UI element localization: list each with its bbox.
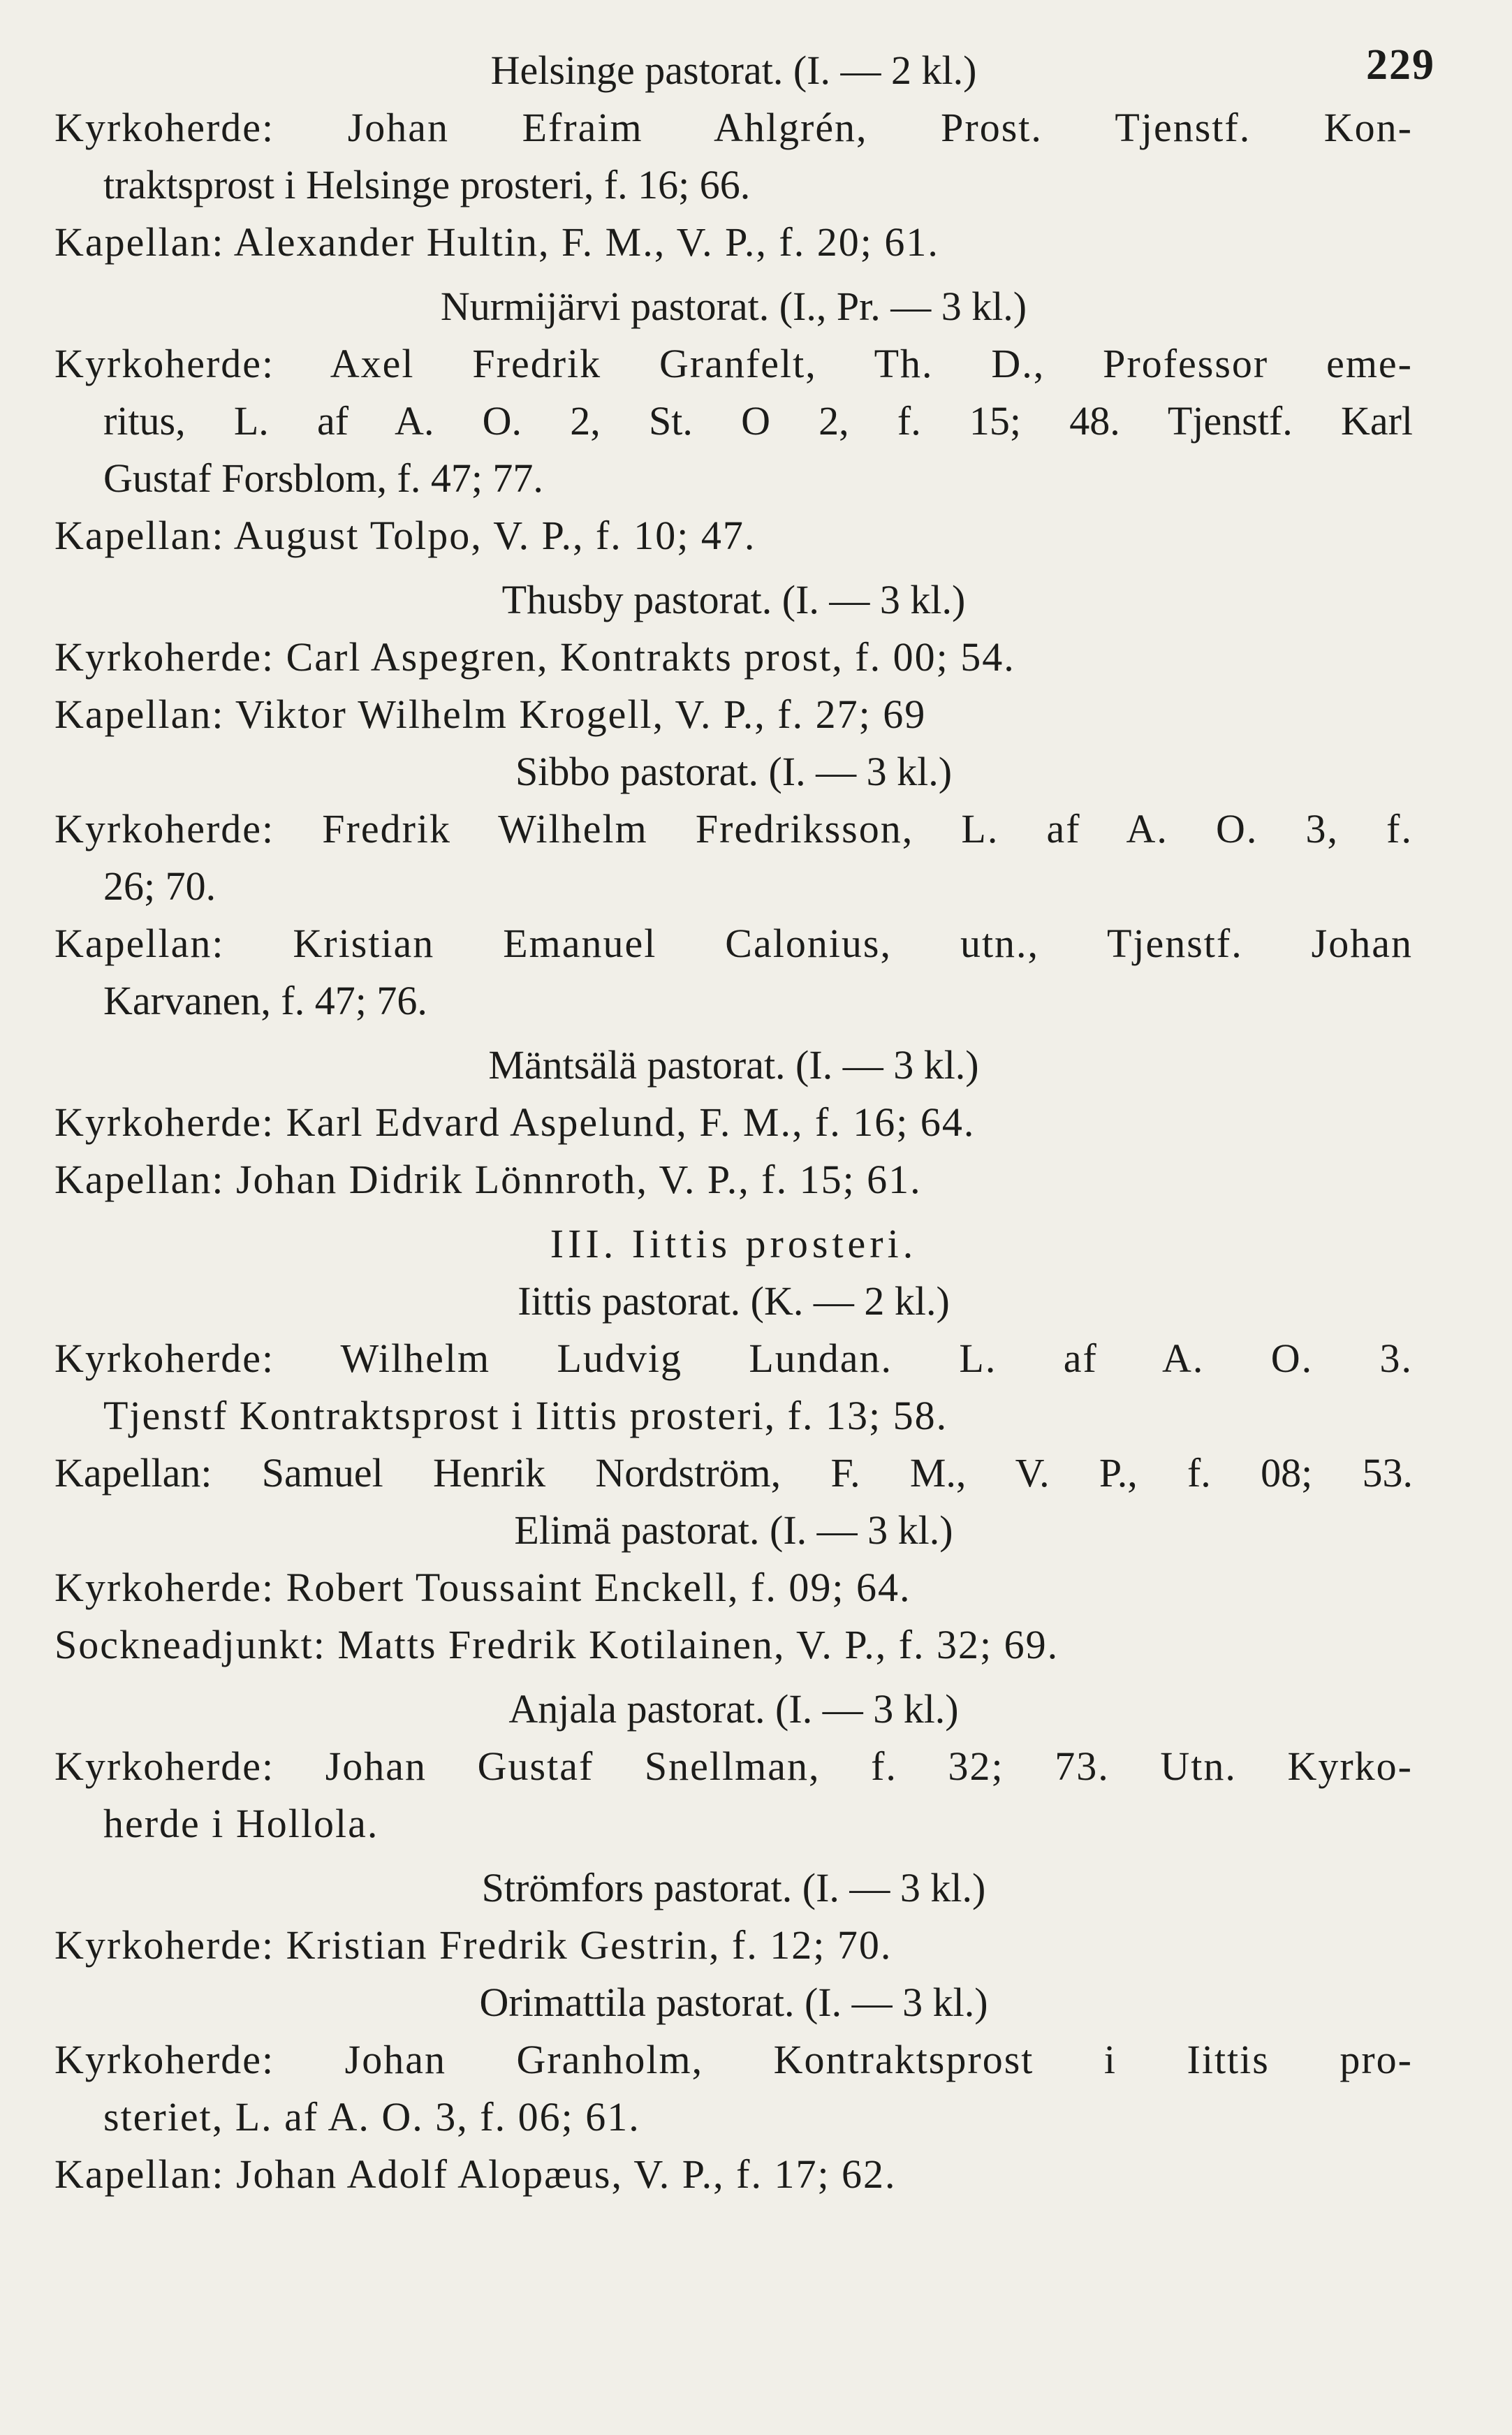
parish-heading-mantsala: Mäntsälä pastorat. (I. — 3 kl.): [488, 1042, 979, 1088]
entry-line: Kapellan: Viktor Wilhelm Krogell, V. P., f. 27; 69: [54, 692, 927, 737]
entry-line: Karvanen, f. 47; 76.: [103, 978, 427, 1023]
entry-line: 26; 70.: [103, 863, 216, 909]
entry-line: Kapellan: Alexander Hultin, F. M., V. P., f. 20; 61.: [54, 219, 939, 265]
entry-line: Kapellan: August Tolpo, V. P., f. 10; 47.: [54, 513, 756, 558]
entry-line: Tjenstf Kontraktsprost i Iittis prosteri, f. 13; 58.: [103, 1393, 948, 1438]
entry-line: Kyrkoherde: Fredrik Wilhelm Fredriksson, L. af A. O. 3, f.: [54, 806, 1413, 851]
entry-line: Kyrkoherde: Johan Granholm, Kontraktsprost i Iittis pro-: [54, 2037, 1413, 2082]
entry-line: Kyrkoherde: Karl Edvard Aspelund, F. M., f. 16; 64.: [54, 1099, 976, 1145]
entry-line: Gustaf Forsblom, f. 47; 77.: [103, 455, 543, 501]
parish-heading-helsinge: Helsinge pastorat. (I. — 2 kl.): [490, 47, 977, 93]
parish-heading-sibbo: Sibbo pastorat. (I. — 3 kl.): [515, 749, 953, 794]
entry-line: Kyrkoherde: Johan Gustaf Snellman, f. 32; 73. Utn. Kyrko-: [54, 1743, 1413, 1789]
entry-line: Kyrkoherde: Robert Toussaint Enckell, f. 09; 64.: [54, 1565, 911, 1610]
parish-heading-orimattila: Orimattila pastorat. (I. — 3 kl.): [479, 1980, 988, 2025]
entry-line: Kapellan: Samuel Henrik Nordström, F. M., V. P., f. 08; 53.: [54, 1450, 1413, 1496]
parish-heading-elima: Elimä pastorat. (I. — 3 kl.): [514, 1507, 953, 1553]
section-heading-iittis-prosteri: III. Iittis prosteri.: [550, 1221, 918, 1266]
page-body: [54, 42, 1413, 2203]
entry-line: Kyrkoherde: Johan Efraim Ahlgrén, Prost. Tjenstf. Kon-: [54, 105, 1413, 150]
entry-line: Kyrkoherde: Kristian Fredrik Gestrin, f. 12; 70.: [54, 1922, 893, 1968]
parish-heading-nurmijarvi: Nurmijärvi pastorat. (I., Pr. — 3 kl.): [440, 284, 1027, 329]
page-number: 229: [1366, 41, 1435, 89]
entry-line: Kyrkoherde: Carl Aspegren, Kontrakts prost, f. 00; 54.: [54, 634, 1015, 680]
entry-line: herde i Hollola.: [103, 1801, 379, 1846]
entry-line: Kapellan: Johan Didrik Lönnroth, V. P., f. 15; 61.: [54, 1157, 922, 1202]
entry-line: traktsprost i Helsinge prosteri, f. 16; 66.: [103, 162, 751, 207]
entry-line: Kyrkoherde: Axel Fredrik Granfelt, Th. D., Professor eme-: [54, 341, 1413, 386]
parish-heading-thusby: Thusby pastorat. (I. — 3 kl.): [501, 577, 966, 622]
parish-heading-anjala: Anjala pastorat. (I. — 3 kl.): [508, 1686, 959, 1732]
entry-line: Kyrkoherde: Wilhelm Ludvig Lundan. L. af A. O. 3.: [54, 1336, 1413, 1381]
parish-heading-stromfors: Strömfors pastorat. (I. — 3 kl.): [481, 1865, 986, 1910]
parish-heading-iittis: Iittis pastorat. (K. — 2 kl.): [518, 1278, 950, 1324]
entry-line: ritus, L. af A. O. 2, St. O 2, f. 15; 48. Tjenstf. Karl: [103, 398, 1413, 444]
entry-line: Kapellan: Kristian Emanuel Calonius, utn., Tjenstf. Johan: [54, 921, 1413, 966]
entry-line: Sockneadjunkt: Matts Fredrik Kotilainen, V. P., f. 32; 69.: [54, 1622, 1059, 1667]
entry-line: Kapellan: Johan Adolf Alopæus, V. P., f. 17; 62.: [54, 2151, 897, 2197]
entry-line: steriet, L. af A. O. 3, f. 06; 61.: [103, 2094, 640, 2140]
